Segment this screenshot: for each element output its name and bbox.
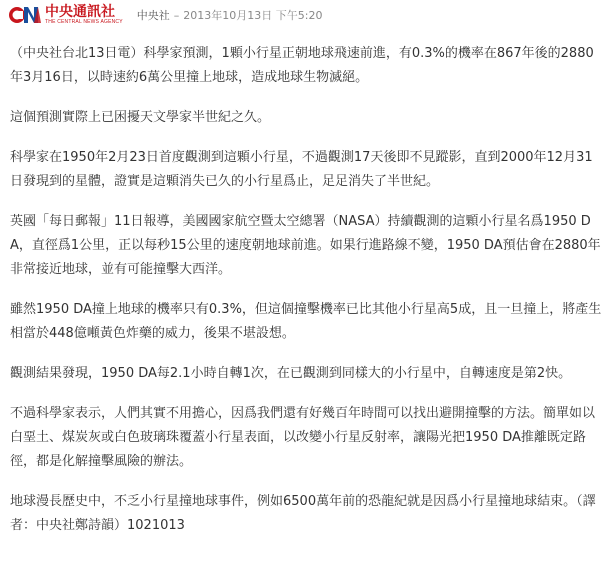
article-paragraph: 不過科學家表示，人們其實不用擔心，因爲我們還有好幾百年時間可以找出避開撞擊的方法。簡單如以白堊土、煤炭灰或白色玻璃珠覆蓋小行星表面，以改變小行星反射率，讓陽光把1950 DA推離既定路徑，都是化解撞擊風險的辦法。 <box>10 406 596 469</box>
publish-date: 2013年10月13日 下午5:20 <box>183 9 323 22</box>
article-paragraph: 這個預測實際上已困擾天文學家半世紀之久。 <box>10 110 271 125</box>
byline <box>137 7 323 23</box>
article-paragraph: 觀測結果發現，1950 DA每2.1小時自轉1次，在已觀測到同樣大的小行星中，自轉速度是第2快。 <box>10 366 572 381</box>
byline-separator: – <box>173 8 180 22</box>
cna-logo[interactable] <box>8 4 123 26</box>
logo-wordmark <box>45 5 123 25</box>
logo-chinese-name: 中央通訊社 <box>45 4 115 20</box>
article-paragraph: 地球漫長歷史中，不乏小行星撞地球事件，例如6500萬年前的恐龍紀就是因爲小行星撞地球結束。（譯者：中央社鄭詩韻）1021013 <box>10 494 596 533</box>
article-paragraph: 科學家在1950年2月23日首度觀測到這顆小行星，不過觀測17天後即不見蹤影，直到2000年12月31日發現到的星體，證實是這顆消失已久的小行星爲止，足足消失了半世紀。 <box>10 150 593 189</box>
article-paragraph: 雖然1950 DA撞上地球的機率只有0.3%，但這個撞擊機率已比其他小行星高5成，且一旦撞上，將產生相當於448億噸黃色炸藥的威力，後果不堪設想。 <box>10 302 602 341</box>
article-paragraph: 英國「每日郵報」11日報導，美國國家航空暨太空總署（NASA）持續觀測的這顆小行星名爲1950 DA，直徑爲1公里，正以每秒15公里的速度朝地球前進。如果行進路線不變，1950 DA預估會在2880年非常接近地球，並有可能撞擊大西洋。 <box>10 214 601 277</box>
article-paragraph: （中央社台北13日電）科學家預測，1顆小行星正朝地球飛速前進，有0.3%的機率在867年後的2880年3月16日，以時速約6萬公里撞上地球，造成地球生物滅絕。 <box>10 46 594 85</box>
logo-english-name: THE CENTRAL NEWS AGENCY <box>45 19 123 25</box>
byline-source: 中央社 <box>136 9 170 22</box>
article-body <box>10 42 604 554</box>
article-header <box>8 4 322 26</box>
cna-logo-icon <box>8 4 42 26</box>
